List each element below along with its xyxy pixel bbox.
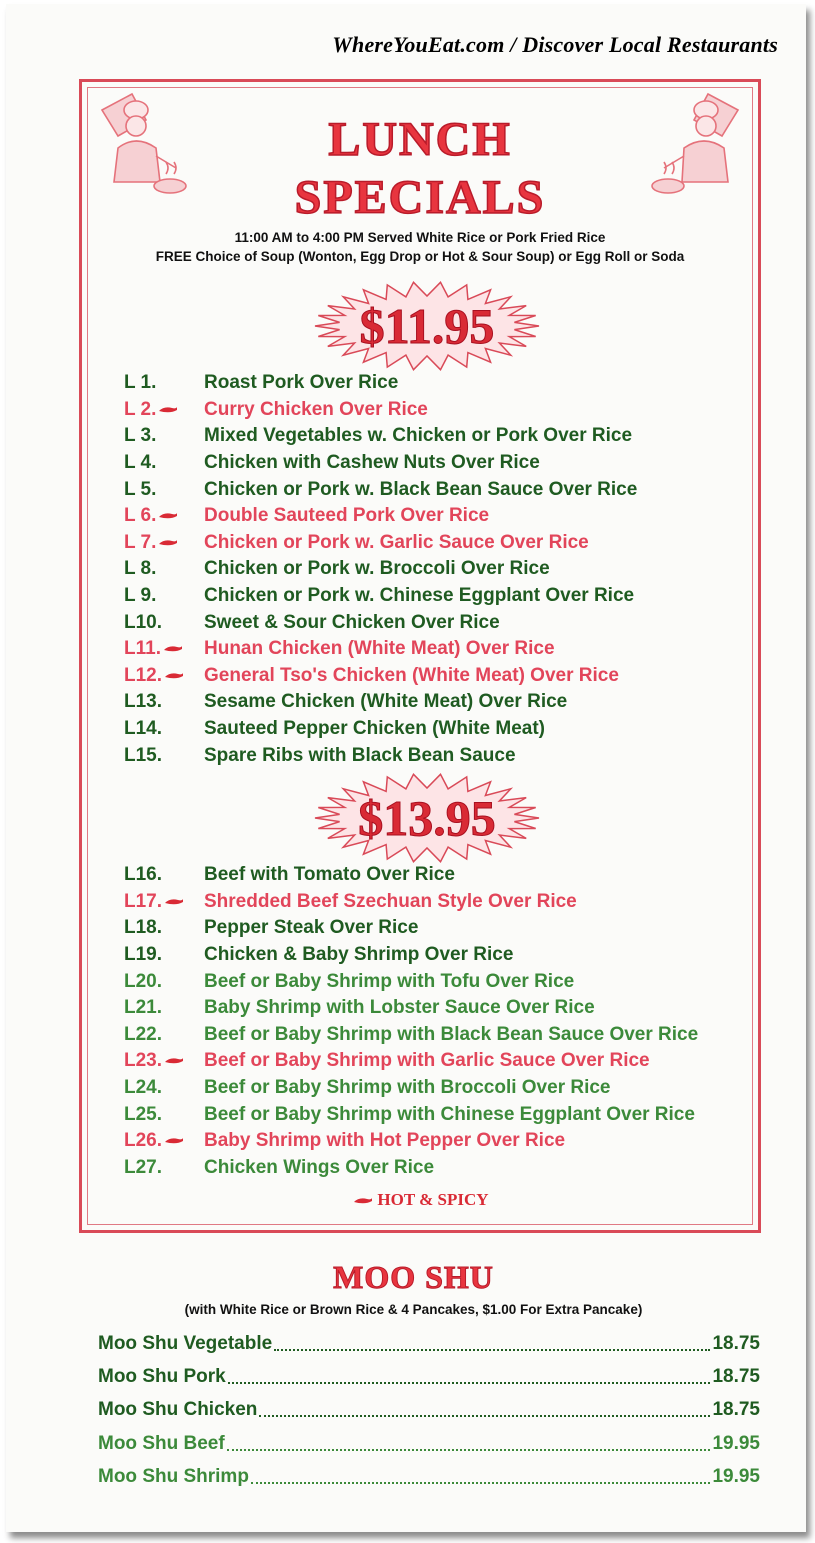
- dot-leader: [227, 1437, 711, 1451]
- mooshu-item-price: 18.75: [712, 1366, 760, 1388]
- menu-item-code: [124, 638, 204, 660]
- pepper-icon: [158, 538, 178, 548]
- menu-item-code: [124, 665, 204, 687]
- mooshu-item-name: Moo Shu Chicken: [98, 1399, 258, 1421]
- mooshu-item-price: 18.75: [712, 1332, 760, 1354]
- menu-item-code: [124, 1104, 204, 1126]
- menu-item-code: [124, 505, 204, 527]
- menu-item-code: [124, 612, 204, 634]
- mooshu-item-name: Moo Shu Shrimp: [98, 1466, 249, 1488]
- menu-item-name: Chicken Wings Over Rice: [204, 1156, 435, 1178]
- mooshu-item-row: [98, 1427, 760, 1460]
- lunch-specials-box: [79, 79, 761, 1233]
- menu-item-name: Spare Ribs with Black Bean Sauce: [204, 744, 516, 766]
- menu-page: [6, 4, 806, 1532]
- hours-info: 11:00 AM to 4:00 PM Served White Rice or Pork Fried Rice: [234, 230, 606, 245]
- mooshu-item-name: Moo Shu Vegetable: [98, 1332, 273, 1354]
- menu-item-row: [124, 636, 637, 663]
- price-13-95: $13.95: [358, 790, 496, 846]
- menu-item-name: Baby Shrimp with Lobster Sauce Over Rice: [204, 997, 595, 1019]
- menu-item-code-text: L14.: [124, 718, 163, 740]
- title-lunch: LUNCH: [328, 113, 512, 166]
- pepper-icon: [353, 1196, 373, 1206]
- menu-item-name: Sauteed Pepper Chicken (White Meat): [204, 718, 546, 740]
- menu-item-row: [124, 530, 637, 557]
- menu-item-code: [124, 372, 204, 394]
- menu-item-row: [124, 1075, 698, 1102]
- dot-leader: [274, 1337, 710, 1351]
- menu-item-row: [124, 889, 698, 916]
- menu-item-row: [124, 1155, 698, 1182]
- menu-item-name: Hunan Chicken (White Meat) Over Rice: [204, 638, 555, 660]
- mooshu-item-price: 18.75: [712, 1399, 760, 1421]
- price-burst-1: [312, 280, 542, 372]
- menu-item-code-text: L 2.: [124, 398, 157, 420]
- menu-item-name: Double Sauteed Pork Over Rice: [204, 505, 490, 527]
- mooshu-item-price: 19.95: [712, 1466, 760, 1488]
- menu-item-code: [124, 864, 204, 886]
- title-specials: SPECIALS: [294, 171, 546, 224]
- mooshu-subtitle: (with White Rice or Brown Rice & 4 Pancakes, $1.00 For Extra Pancake): [184, 1302, 643, 1317]
- menu-item-code-text: L10.: [124, 611, 163, 633]
- menu-item-name: Sesame Chicken (White Meat) Over Rice: [204, 691, 568, 713]
- menu-item-name: Shredded Beef Szechuan Style Over Rice: [204, 890, 577, 912]
- menu-item-code-text: L26.: [124, 1130, 163, 1152]
- menu-item-name: Pepper Steak Over Rice: [204, 917, 419, 939]
- menu-item-row: [124, 1048, 698, 1075]
- menu-item-code-text: L18.: [124, 917, 163, 939]
- menu-item-code: [124, 1130, 204, 1152]
- menu-item-row: [124, 503, 637, 530]
- menu-item-row: [124, 397, 637, 424]
- menu-item-name: Chicken or Pork w. Broccoli Over Rice: [204, 558, 550, 580]
- menu-item-code: [124, 944, 204, 966]
- menu-item-row: [124, 556, 637, 583]
- dot-leader: [259, 1403, 710, 1417]
- menu-item-row: [124, 716, 637, 743]
- menu-item-row: [124, 968, 698, 995]
- menu-item-name: Chicken or Pork w. Chinese Eggplant Over Rice: [204, 585, 635, 607]
- menu-item-code: [124, 425, 204, 447]
- mooshu-item-row: [98, 1327, 760, 1360]
- menu-item-code: [124, 1050, 204, 1072]
- menu-item-name: Sweet & Sour Chicken Over Rice: [204, 611, 500, 633]
- menu-item-row: [124, 862, 698, 889]
- menu-item-name: Mixed Vegetables w. Chicken or Pork Over Rice: [204, 425, 633, 447]
- mooshu-list: [98, 1327, 760, 1494]
- menu-item-row: [124, 742, 637, 769]
- menu-item-name: Beef with Tomato Over Rice: [204, 864, 455, 886]
- dot-leader: [228, 1370, 711, 1384]
- menu-item-code-text: L16.: [124, 864, 163, 886]
- menu-item-code: [124, 691, 204, 713]
- menu-item-name: Curry Chicken Over Rice: [204, 398, 428, 420]
- menu-item-code-text: L 1.: [124, 372, 157, 394]
- menu-item-code: [124, 399, 204, 421]
- mooshu-item-row: [98, 1461, 760, 1494]
- menu-item-code-text: L 5.: [124, 478, 157, 500]
- watermark: WhereYouEat.com / Discover Local Restaurants: [332, 32, 778, 57]
- menu-item-name: Beef or Baby Shrimp with Tofu Over Rice: [204, 970, 575, 992]
- menu-item-code-text: L20.: [124, 970, 163, 992]
- menu-item-code-text: L11.: [124, 638, 161, 660]
- menu-item-name: Beef or Baby Shrimp with Garlic Sauce Over Rice: [204, 1050, 650, 1072]
- pepper-icon: [158, 405, 178, 415]
- legend-text: HOT & SPICY: [377, 1190, 489, 1209]
- menu-item-code-text: L 7.: [124, 531, 157, 553]
- menu-item-code-text: L 8.: [124, 558, 157, 580]
- pepper-icon: [163, 644, 183, 654]
- menu-item-code: [124, 558, 204, 580]
- free-choice-info: FREE Choice of Soup (Wonton, Egg Drop or Hot & Sour Soup) or Egg Roll or Soda: [155, 249, 685, 264]
- menu-item-code: [124, 1024, 204, 1046]
- mooshu-item-name: Moo Shu Beef: [98, 1432, 225, 1454]
- menu-item-name: Baby Shrimp with Hot Pepper Over Rice: [204, 1130, 566, 1152]
- menu-item-row: [124, 995, 698, 1022]
- menu-item-code-text: L 3.: [124, 425, 157, 447]
- menu-item-row: [124, 423, 637, 450]
- menu-item-code-text: L21.: [124, 997, 163, 1019]
- price-11-95: $11.95: [359, 298, 495, 354]
- menu-item-code-text: L12.: [124, 664, 163, 686]
- menu-item-code-text: L22.: [124, 1023, 163, 1045]
- menu-item-code-text: L25.: [124, 1103, 163, 1125]
- menu-item-row: [124, 915, 698, 942]
- menu-item-name: Chicken with Cashew Nuts Over Rice: [204, 452, 540, 474]
- menu-item-code: [124, 971, 204, 993]
- menu-item-row: [124, 609, 637, 636]
- menu-item-code-text: L27.: [124, 1156, 163, 1178]
- menu-item-name: Roast Pork Over Rice: [204, 372, 399, 394]
- dot-leader: [251, 1470, 711, 1484]
- hot-spicy-legend: [82, 1190, 758, 1210]
- menu-item-row: [124, 450, 637, 477]
- menu-item-code: [124, 1077, 204, 1099]
- menu-item-name: General Tso's Chicken (White Meat) Over Rice: [204, 664, 619, 686]
- menu-item-row: [124, 1101, 698, 1128]
- menu-item-code: [124, 452, 204, 474]
- lunch-list-group-2: [124, 862, 698, 1181]
- menu-item-code-text: L17.: [124, 890, 163, 912]
- menu-item-name: Beef or Baby Shrimp with Broccoli Over Rice: [204, 1077, 611, 1099]
- menu-item-code-text: L23.: [124, 1050, 163, 1072]
- menu-item-code: [124, 585, 204, 607]
- mooshu-title: MOO SHU: [333, 1259, 494, 1295]
- menu-item-code-text: L24.: [124, 1077, 163, 1099]
- menu-item-code-text: L 6.: [124, 505, 157, 527]
- mooshu-item-row: [98, 1360, 760, 1393]
- menu-item-code: [124, 997, 204, 1019]
- mooshu-item-price: 19.95: [712, 1432, 760, 1454]
- menu-item-name: Beef or Baby Shrimp with Chinese Eggplant Over Rice: [204, 1103, 695, 1125]
- menu-item-row: [124, 583, 637, 610]
- menu-item-name: Beef or Baby Shrimp with Black Bean Sauce Over Rice: [204, 1023, 699, 1045]
- menu-item-row: [124, 1128, 698, 1155]
- menu-item-row: [124, 663, 637, 690]
- pepper-icon: [164, 897, 184, 907]
- menu-item-code-text: L15.: [124, 744, 163, 766]
- mooshu-item-name: Moo Shu Pork: [98, 1366, 226, 1388]
- menu-item-code: [124, 891, 204, 913]
- menu-item-code: [124, 1157, 204, 1179]
- lunch-list-group-1: [124, 370, 637, 769]
- pepper-icon: [164, 1056, 184, 1066]
- mooshu-item-row: [98, 1394, 760, 1427]
- menu-item-code: [124, 917, 204, 939]
- menu-item-row: [124, 1022, 698, 1049]
- menu-item-code-text: L 4.: [124, 452, 157, 474]
- menu-item-code: [124, 718, 204, 740]
- menu-item-row: [124, 370, 637, 397]
- price-burst-2: [312, 772, 542, 864]
- menu-item-name: Chicken & Baby Shrimp Over Rice: [204, 944, 514, 966]
- menu-item-code: [124, 745, 204, 767]
- menu-item-name: Chicken or Pork w. Garlic Sauce Over Rice: [204, 531, 589, 553]
- pepper-icon: [164, 1136, 184, 1146]
- menu-item-name: Chicken or Pork w. Black Bean Sauce Over Rice: [204, 478, 638, 500]
- menu-item-row: [124, 476, 637, 503]
- menu-item-code-text: L 9.: [124, 585, 157, 607]
- menu-item-code-text: L19.: [124, 944, 163, 966]
- pepper-icon: [164, 671, 184, 681]
- menu-item-row: [124, 942, 698, 969]
- menu-item-code-text: L13.: [124, 691, 163, 713]
- menu-item-row: [124, 689, 637, 716]
- menu-item-code: [124, 532, 204, 554]
- menu-item-code: [124, 479, 204, 501]
- pepper-icon: [158, 511, 178, 521]
